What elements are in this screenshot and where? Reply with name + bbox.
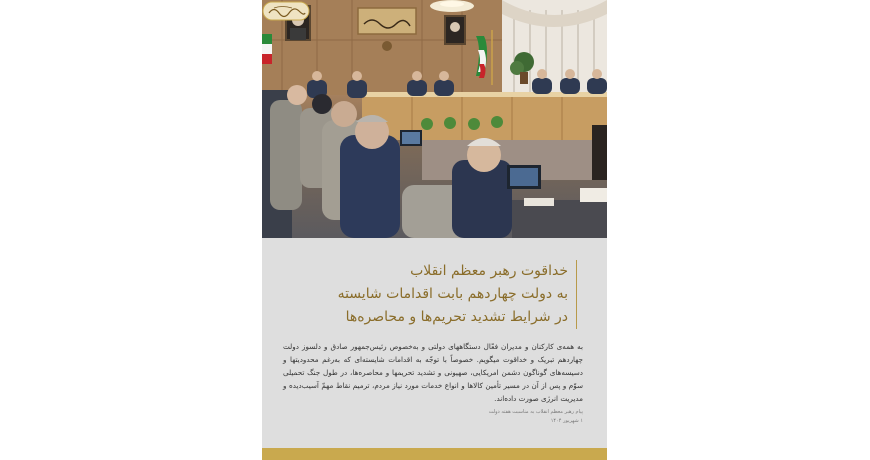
flag-left xyxy=(262,34,272,64)
source-line-1: پیام رهبر معظم انقلاب به مناسبت هفته دولت xyxy=(488,409,583,415)
emblem xyxy=(382,41,392,51)
headline-line-1: خداقوت رهبر معظم انقلاب xyxy=(410,263,568,279)
source-date: ۱ شهریور ۱۴۰۴ xyxy=(550,418,583,424)
conference-table xyxy=(362,92,607,140)
headline-line-3: در شرایط تشدید تحریم‌ها و محاصره‌ها xyxy=(345,309,568,325)
text-panel xyxy=(262,238,607,448)
cabinet-meeting-photo xyxy=(262,0,607,238)
message-body: به همه‌ی کارکنان و مدیران فعّال دستگاههای دولتی و به‌خصوص رئیس‌جمهور صادق و دلسوز دولت چهاردهم تبریک و خداقوت میگویم. خصوصاً با توجّه به اقدامات شایسته‌ای که به‌رغم محدودیتها و دسیسه‌های گوناگون دشمن امریکایی، صهیونی و تشدید تحریمها و محاصره‌ها، در طول جنگ تحمیلی سوّم و پس از آن در مسیر تأمین کالاها و انواع خدمات مورد نیاز مردم، ترمیم نقاط مهمّ آسیب‌دیده و مدیریت انرژی صورت داده‌اند. xyxy=(283,342,583,403)
photo-illustration xyxy=(262,0,607,238)
source-caption xyxy=(343,408,583,426)
calligraphic-seal-icon xyxy=(262,0,310,22)
headline xyxy=(268,260,577,329)
headline-line-2: به دولت چهاردهم بابت اقدامات شایسته xyxy=(337,286,568,302)
chandelier xyxy=(430,0,474,12)
poster xyxy=(262,0,607,460)
gold-accent-bar xyxy=(262,448,607,460)
